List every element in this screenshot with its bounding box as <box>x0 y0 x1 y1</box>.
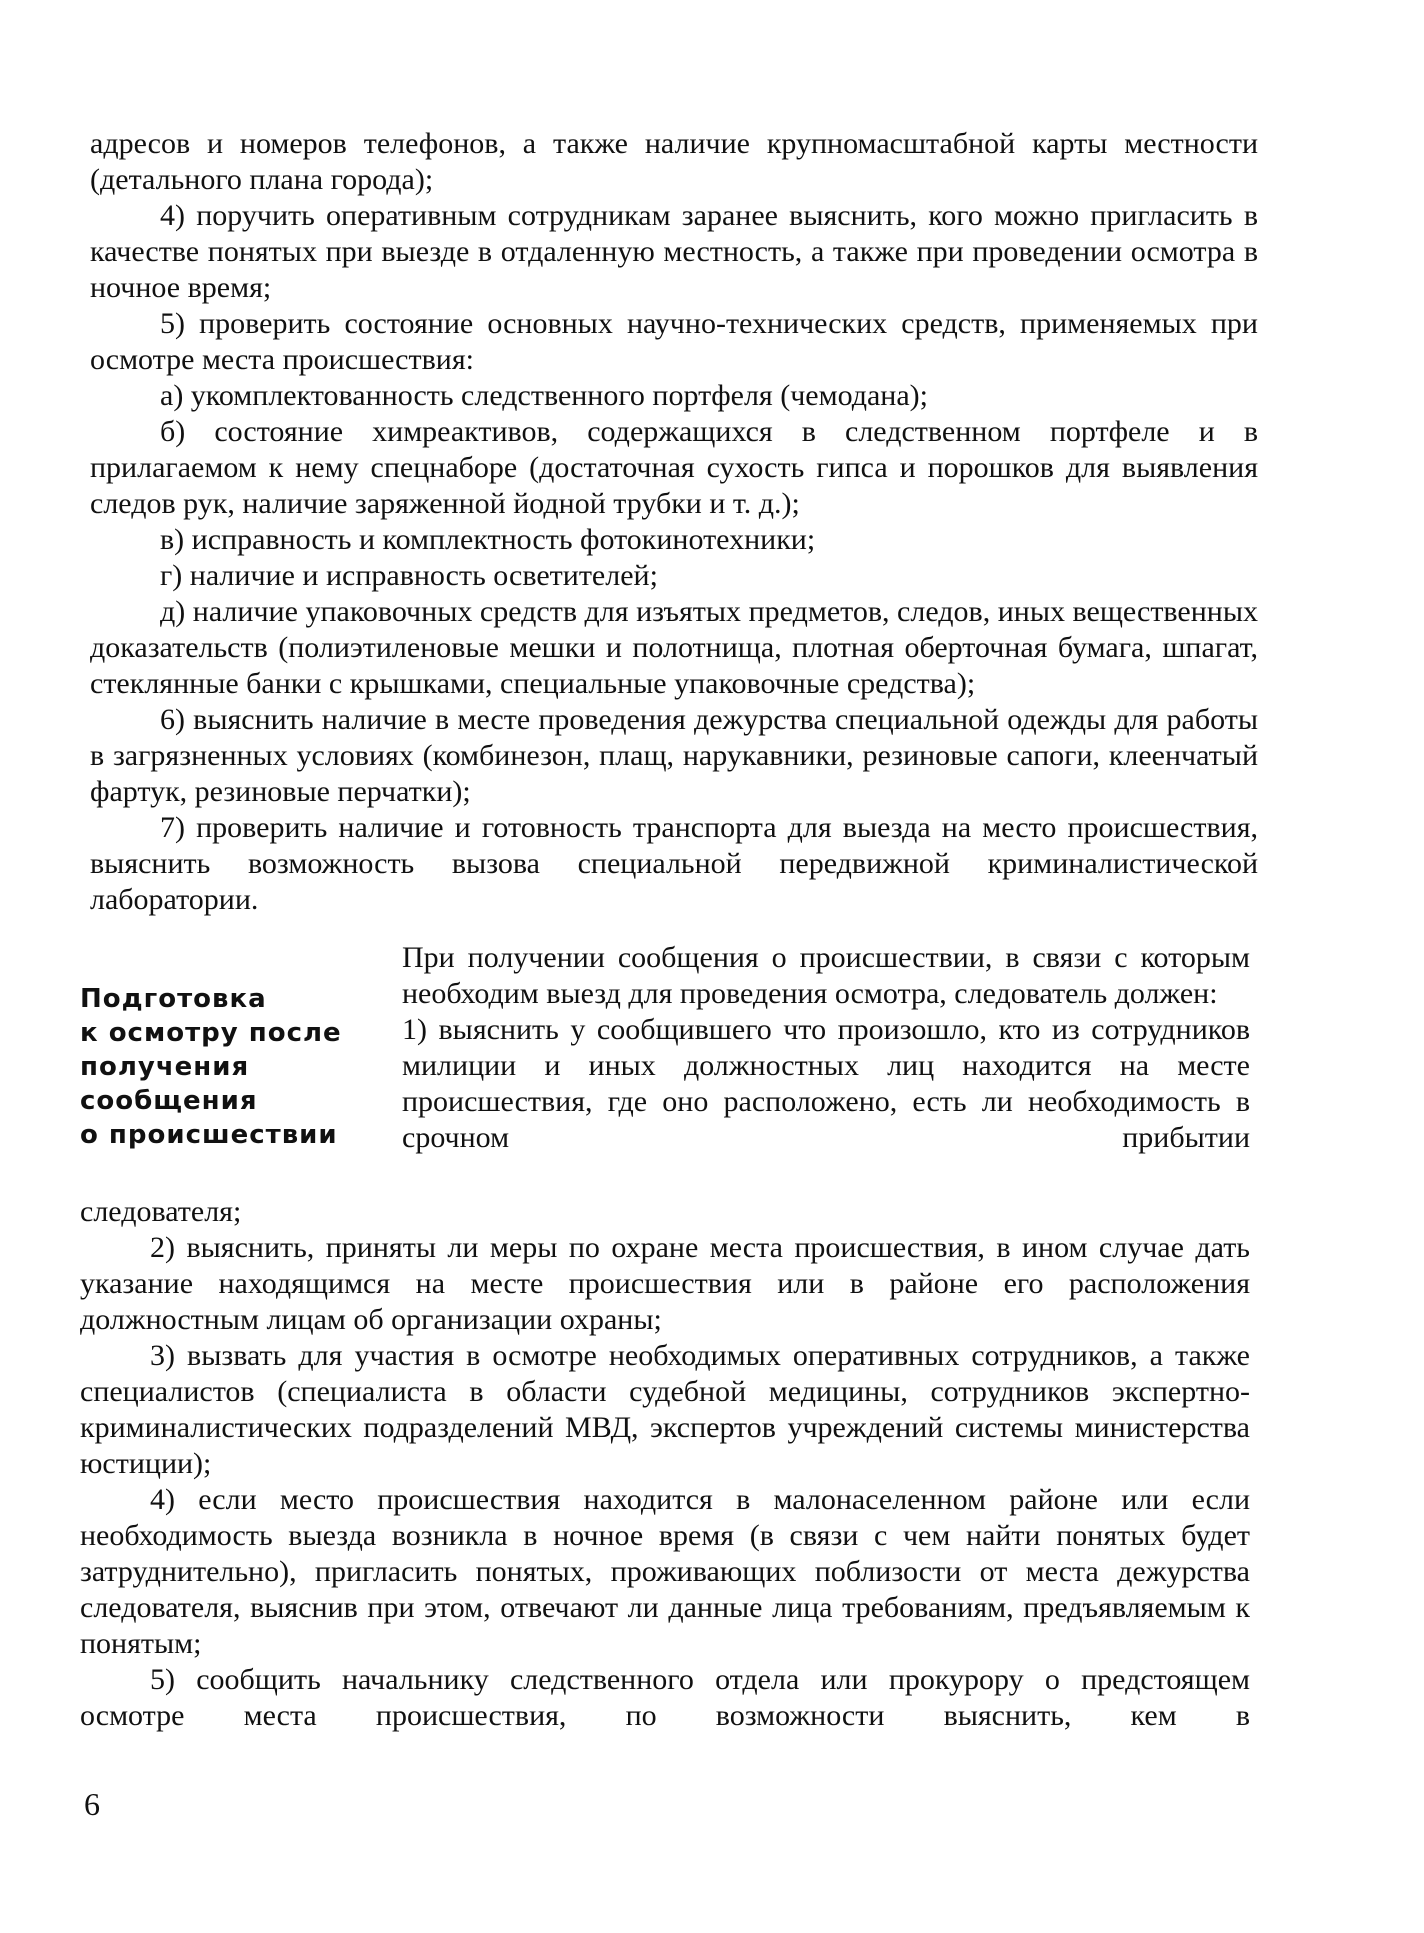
paragraph-subitem-g-lighting: г) наличие и исправность осветителей; <box>160 559 658 592</box>
paragraph-subitem-b-reagents: б) состояние химреактивов, содержащихся в следственном портфеле и в прилагаемом к нему спецнаборе (достаточная сухость гипса и порошков для выявления следов рук, наличие заряженной йодной трубки и т. д.); <box>90 415 1258 520</box>
bottom-text-block <box>80 1194 1250 1734</box>
paragraph-subitem-d-packaging: д) наличие упаковочных средств для изъятых предметов, следов, иных вещественных доказательств (полиэтиленовые мешки и полотнища, плотная оберточная бумага, шпагат, стеклянные банки с крышками, специальные упаковочные средства); <box>90 595 1258 700</box>
side-heading-line: сообщения <box>80 1086 258 1116</box>
side-heading-line: получения <box>80 1052 250 1082</box>
side-heading-line: о происшествии <box>80 1120 338 1150</box>
paragraph-item-1-find-out: 1) выяснить у сообщившего что произошло, кто из сотрудников милиции и иных должностных лиц находится на месте происшествия, где оно расположено, есть ли необходимость в срочном прибытии <box>402 1013 1250 1154</box>
paragraph-item-7-transport: 7) проверить наличие и готовность транспорта для выезда на место происшествия, выяснить возможность вызова специальной передвижной криминалистической лаборатории. <box>90 811 1258 916</box>
paragraph-item-5-technical-means: 5) проверить состояние основных научно-технических средств, применяемых при осмотре места происшествия: <box>90 307 1258 376</box>
paragraph-item-2-guarding: 2) выяснить, приняты ли меры по охране места происшествия, в ином случае дать указание находящимся на месте происшествия или в районе его расположения должностным лицам об организации охраны; <box>80 1231 1250 1336</box>
paragraph-item-5-inform-chief: 5) сообщить начальнику следственного отдела или прокурору о предстоящем осмотре места происшествия, по возможности выяснить, кем в <box>80 1663 1250 1732</box>
side-heading-line: Подготовка <box>80 984 267 1014</box>
paragraph-continuation-addresses: адресов и номеров телефонов, а также наличие крупномасштабной карты местности (детального плана города); <box>90 127 1258 196</box>
page-number: 6 <box>84 1786 100 1822</box>
section-side-heading <box>80 982 380 1152</box>
side-heading-line: к осмотру после <box>80 1018 342 1048</box>
paragraph-item-3-call-specialists: 3) вызвать для участия в осмотре необходимых оперативных сотрудников, а также специалистов (специалиста в области судебной медицины, сотрудников экспертно-криминалистических подразделений МВД, экспертов учреждений системы министерства юстиции); <box>80 1339 1250 1480</box>
paragraph-item-4-invite-witnesses: 4) если место происшествия находится в малонаселенном районе или если необходимость выезда возникла в ночное время (в связи с чем найти понятых будет затруднительно), пригласить понятых, проживающих поблизости от места дежурства следователя, выяснив при этом, отвечают ли данные лица требованиям, предъявляемым к понятым; <box>80 1483 1250 1660</box>
paragraph-intro-investigator-must: При получении сообщения о происшествии, в связи с которым необходим выезд для проведения осмотра, следователь должен: <box>402 941 1250 1010</box>
right-text-block <box>402 940 1250 1156</box>
paragraph-subitem-v-photo-equipment: в) исправность и комплектность фотокинотехники; <box>160 523 816 556</box>
paragraph-continuation-investigator: следователя; <box>80 1195 242 1228</box>
paragraph-item-4-witnesses: 4) поручить оперативным сотрудникам заранее выяснить, кого можно пригласить в качестве понятых при выезде в отдаленную местность, а также при проведении осмотра в ночное время; <box>90 199 1258 304</box>
top-text-block <box>90 126 1258 918</box>
paragraph-subitem-a-briefcase: а) укомплектованность следственного портфеля (чемодана); <box>160 379 929 412</box>
paragraph-item-6-clothing: 6) выяснить наличие в месте проведения дежурства специальной одежды для работы в загрязненных условиях (комбинезон, плащ, нарукавники, резиновые сапоги, клеенчатый фартук, резиновые перчатки); <box>90 703 1258 808</box>
